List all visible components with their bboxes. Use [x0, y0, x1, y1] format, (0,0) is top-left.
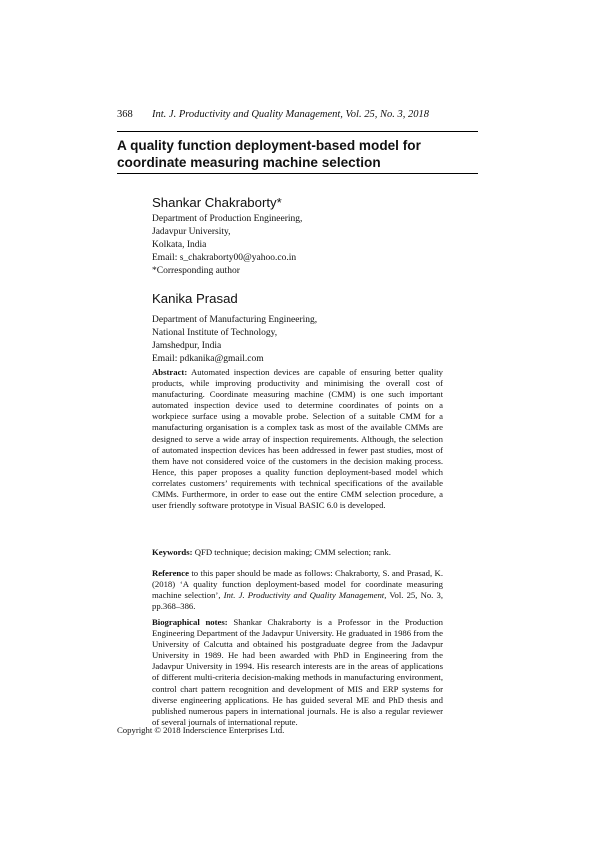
affiliation-line: Department of Production Engineering,	[152, 214, 303, 224]
reference-journal: Int. J. Productivity and Quality Management	[223, 590, 385, 601]
reference-text: to this paper should be made as follows: Chakraborty, S. and Prasad, K. (2018) ‘A quality function deployment-based model for coordinate measuring machine selection’,	[152, 568, 444, 601]
corresponding-author-note: *Corresponding author	[152, 266, 240, 277]
affiliation-line: Kolkata, India	[152, 240, 207, 251]
abstract-label: Abstract:	[152, 367, 188, 377]
author-email: Email: s_chakraborty00@yahoo.co.in	[152, 253, 297, 264]
reference	[152, 568, 443, 612]
affiliation-line: National Institute of Technology,	[152, 328, 278, 339]
author-email: Email: pdkanika@gmail.com	[152, 354, 264, 365]
author-name: Shankar Chakraborty*	[152, 195, 282, 210]
affiliation-line: Jamshedpur, India	[152, 341, 222, 352]
affiliation-line: Jadavpur University,	[152, 227, 231, 238]
title-bottom-rule	[117, 173, 478, 174]
reference-volume: , Vol. 25, No. 3, pp.368–386.	[152, 590, 444, 612]
keywords	[152, 547, 443, 558]
bio-label: Biographical notes:	[152, 617, 228, 627]
author-affiliation	[152, 213, 302, 278]
running-head: Int. J. Productivity and Quality Management, Vol. 25, No. 3, 2018	[152, 109, 429, 120]
biographical-notes	[152, 617, 443, 728]
copyright: Copyright © 2018 Inderscience Enterprises Ltd.	[117, 725, 285, 735]
author-name: Kanika Prasad	[152, 291, 238, 306]
page-number: 368	[117, 109, 133, 120]
abstract-text: Automated inspection devices are capable of ensuring better quality products, while improving productivity and minimising the overall cost of manufacturing. Coordinate measuring machine (CMM) is one such important automated inspection device used to determine coordinates of points on a workpiece surface using a movable probe. Selection of a suitable CMM for a manufacturing organisation is a complex task as most of the available CMMs are designed to serve a wide array of inspection requirements. Although, the selection of automated inspection devices has been addressed in fewer past studies, most of them have not considered voice of the customers in the decision making process. Hence, this paper proposes a quality function deployment-based model which correlates customers’ requirements with technical specifications of the available CMMs. Furthermore, in order to ease out the entire CMM selection procedure, a user friendly software prototype in Visual BASIC 6.0 is developed.	[152, 367, 443, 511]
bio-text: Shankar Chakraborty is a Professor in the Production Engineering Department of the Jadavpur University. He graduated in 1986 from the University of Calcutta and obtained his postgraduate degree from the Jadavpur University in 1989. He had been awarded with PhD in Engineering from the Jadavpur University in 1994. His research interests are in the areas of applications of different multi-criteria decision-making methods in manufacturing environment, control chart pattern recognition and development of MIS and ERP systems for diverse engineering applications. He has guided several ME and PhD thesis and published numerous papers in international journals. He is also a regular reviewer of several journals of international repute.	[152, 617, 444, 727]
paper-title: A quality function deployment-based model for coordinate measuring machine selection	[117, 138, 421, 170]
keywords-text: QFD technique; decision making; CMM selection; rank.	[194, 547, 391, 557]
keywords-label: Keywords:	[152, 547, 193, 557]
abstract	[152, 367, 443, 511]
affiliation-line: Department of Manufacturing Engineering,	[152, 315, 318, 325]
author-affiliation	[152, 314, 317, 366]
title-top-rule	[117, 131, 478, 132]
reference-label: Reference	[152, 568, 189, 578]
